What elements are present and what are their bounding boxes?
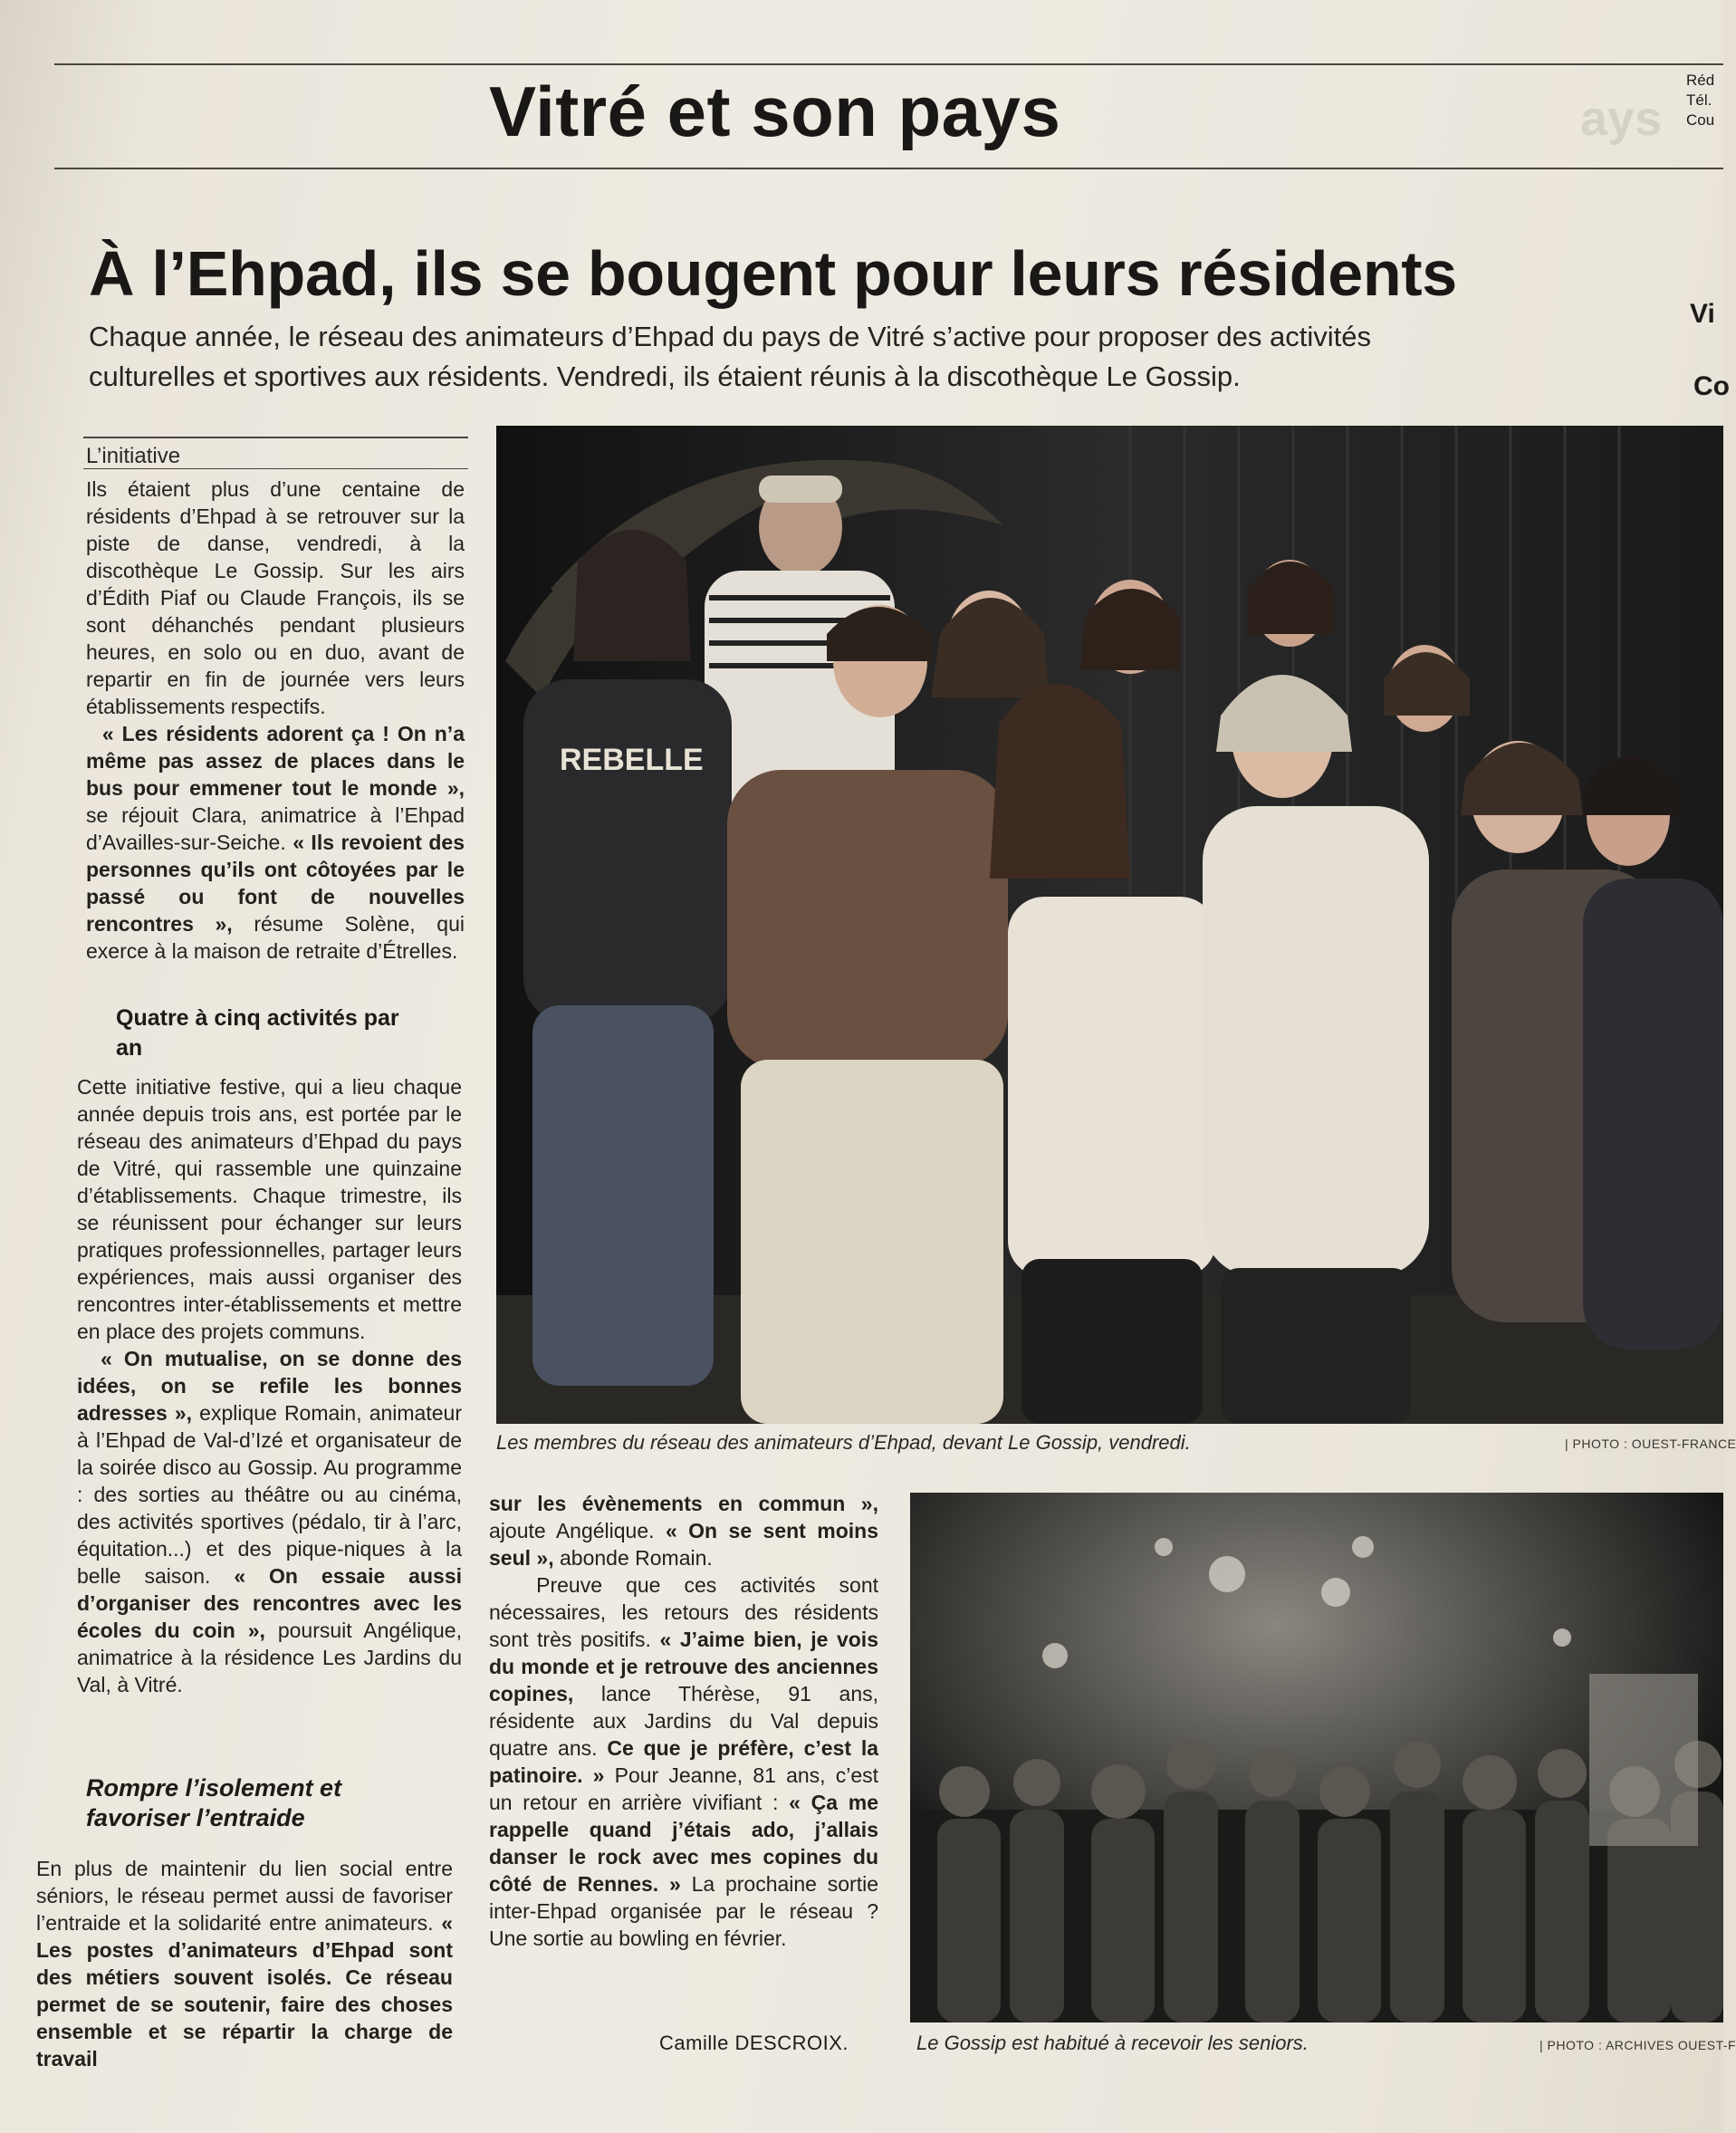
quote: « On se sent moins seul »,	[489, 1519, 878, 1570]
show-through-text: ays	[1580, 91, 1663, 146]
header-rule	[54, 63, 1723, 65]
article-column-1a	[86, 476, 465, 965]
quote: « Ils revoient des personnes qu’ils ont côtoyées par le passé ou font de nouvelles rencontres »,	[86, 831, 465, 936]
corner-info	[1686, 71, 1723, 130]
paragraph: « Les résidents adorent ça ! On n’a même pas assez de places dans le bus pour emmener tout le monde », se réjouit Clara, animatrice à l’Ehpad d’Availles-sur-Seiche. « Ils revoient des personnes qu’ils ont côtoyées par le passé ou font de nouvelles rencontres », résume Solène, qui exerce à la maison de retraite d’Étrelles.	[86, 722, 465, 963]
quote: « J’aime bien, je vois du monde et je retrouve des anciennes copines,	[489, 1628, 878, 1705]
photo-credit: | PHOTO : ARCHIVES OUEST-F	[1539, 2038, 1736, 2052]
quote: « Les postes d’animateurs d’Ehpad sont des métiers souvent isolés. Ce réseau permet de se soutenir, faire des choses ensemble et se répartir la charge de travail	[36, 1911, 453, 2071]
paragraph: Ils étaient plus d’une centaine de résidents d’Ehpad à se retrouver sur la piste de danse, vendredi, à la discothèque Le Gossip. Sur les airs d’Édith Piaf ou Claude François, ils se sont déhanchés pendant plusieurs heures, en solo ou en duo, avant de repartir en fin de journée vers leurs établissements respectifs.	[86, 477, 465, 718]
quote: Ce que je préfère, c’est la patinoire. »	[489, 1736, 879, 1787]
corner-line: Cou	[1686, 111, 1715, 129]
photo-caption: Les membres du réseau des animateurs d’Ehpad, devant Le Gossip, vendredi.	[496, 1431, 1191, 1454]
corner-line: Réd	[1686, 72, 1715, 89]
quote: « Les résidents adorent ça ! On n’a même pas assez de places dans le bus pour emmener tout le monde »,	[86, 722, 465, 800]
dance-floor-photo	[910, 1493, 1723, 2023]
photo-caption: Le Gossip est habitué à recevoir les seniors.	[916, 2032, 1309, 2054]
photo-credit: | PHOTO : OUEST-FRANCE	[1565, 1436, 1736, 1451]
paragraph: Cette initiative festive, qui a lieu chaque année depuis trois ans, est portée par le réseau des animateurs d’Ehpad du pays de Vitré, qui rassemble une quinzaine d’établissements. Chaque trimestre, ils se réunissent pour échanger sur leurs pratiques professionnelles, partager leurs expériences, mais aussi organiser des rencontres inter-établissements et mettre en place des projets communs.	[77, 1075, 462, 1343]
paragraph: sur les évènements en commun », ajoute Angélique. « On se sent moins seul », abonde Romain.	[489, 1492, 878, 1570]
corner-line: Tél.	[1686, 91, 1712, 109]
subheading: Quatre à cinq activités par an	[116, 1005, 399, 1061]
article-column-1b	[77, 1073, 462, 1698]
dance-floor-illustration	[910, 1493, 1723, 2023]
subheading: Rompre l’isolement et favoriser l’entraide	[86, 1774, 342, 1831]
paragraph: En plus de maintenir du lien social entre séniors, le réseau permet aussi de favoriser l’entraide et la solidarité entre animateurs. « Les postes d’animateurs d’Ehpad sont des métiers souvent isolés. Ce réseau permet de se soutenir, faire des choses ensemble et se répartir la charge de travail	[36, 1857, 453, 2071]
article-headline: À l’Ehpad, ils se bougent pour leurs résidents	[89, 238, 1457, 309]
kicker-rule	[83, 437, 468, 438]
article-kicker: L’initiative	[86, 444, 181, 468]
header-rule-bottom	[54, 168, 1723, 169]
author-signature: Camille DESCROIX.	[659, 2032, 849, 2054]
quote: « On mutualise, on se donne des idées, on se refile les bonnes adresses »,	[77, 1347, 462, 1425]
neighbor-headline-fragment: Co	[1693, 371, 1730, 401]
shirt-print: REBELLE	[560, 743, 704, 777]
quote: « On essaie aussi d’organiser des rencontres avec les écoles du coin »,	[77, 1564, 462, 1642]
article-column-2	[489, 1490, 878, 1952]
paragraph: « On mutualise, on se donne des idées, on se refile les bonnes adresses », explique Romain, animateur à l’Ehpad de Val-d’Izé et organisateur de la soirée disco au Gossip. Au programme : des sorties au théâtre ou au cinéma, des activités sportives (pédalo, tir à l’arc, équitation...) et des pique-niques à la belle saison. « On essaie aussi d’organiser des rencontres avec les écoles du coin », poursuit Angélique, animatrice à la résidence Les Jardins du Val, à Vitré.	[77, 1347, 462, 1696]
kicker-rule-bottom	[83, 468, 468, 469]
section-title: Vitré et son pays	[489, 72, 1061, 151]
group-photo	[496, 426, 1723, 1424]
paragraph: Preuve que ces activités sont nécessaires, les retours des résidents sont très positifs. « J’aime bien, je vois du monde et je retrouve des anciennes copines, lance Thérèse, 91 ans, résidente aux Jardins du Val depuis quatre ans. Ce que je préfère, c’est la patinoire. » Pour Jeanne, 81 ans, c’est un retour en arrière vivifiant : « Ça me rappelle quand j’étais ado, j’allais danser le rock avec mes copines du côté de Rennes. » La prochaine sortie inter-Ehpad organisée par le réseau ? Une sortie au bowling en février.	[489, 1573, 879, 1950]
quote: « Ça me rappelle quand j’étais ado, j’allais danser le rock avec mes copines du côté de Rennes. »	[489, 1791, 879, 1896]
article-column-1c	[36, 1855, 453, 2072]
group-photo-illustration	[496, 426, 1723, 1424]
neighbor-headline-fragment: Vi	[1690, 299, 1715, 329]
quote: sur les évènements en commun »,	[489, 1492, 878, 1515]
article-standfirst: Chaque année, le réseau des animateurs d’Ehpad du pays de Vitré s’active pour proposer des activités culturelles et sportives aux résidents. Vendredi, ils étaient réunis à la discothèque Le Gossip.	[89, 321, 1371, 392]
